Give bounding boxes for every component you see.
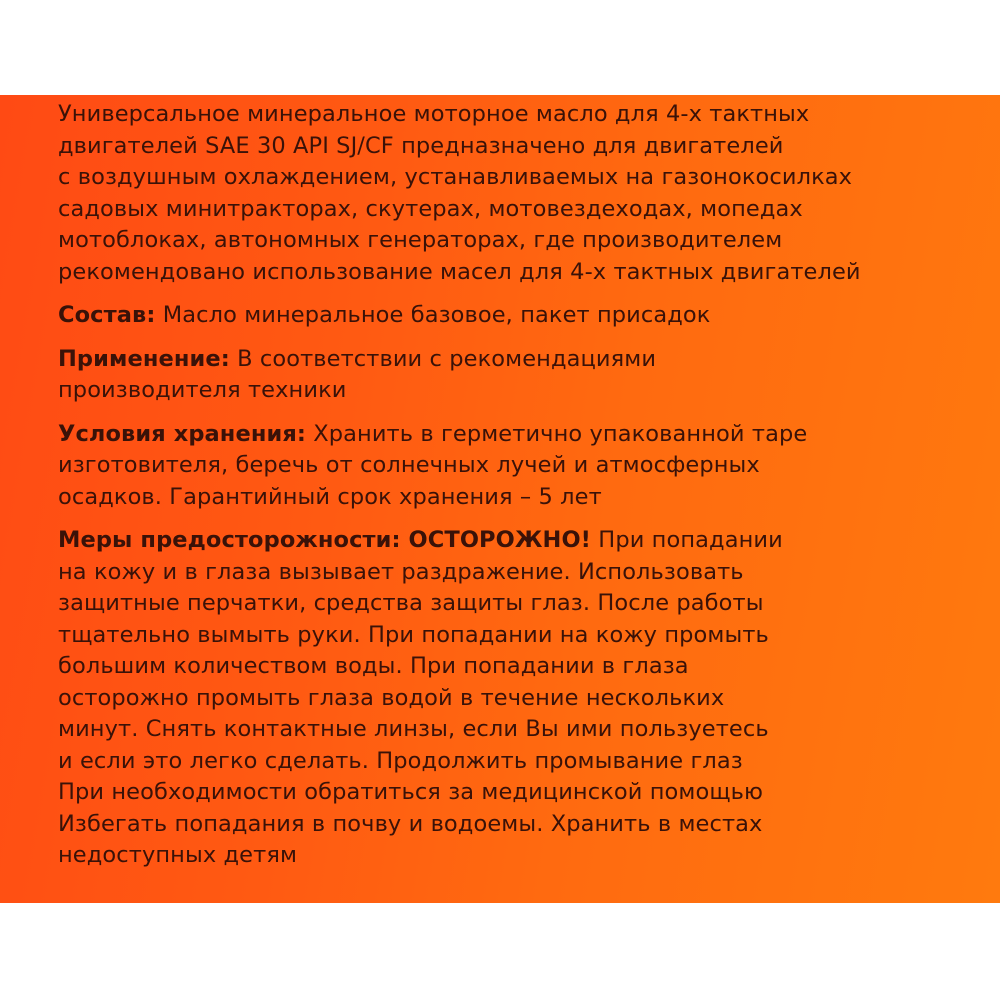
application-line: производителя техники [58, 377, 347, 403]
precautions-line: большим количеством воды. При попадании в глаза [58, 653, 689, 679]
intro-line: Универсальное минеральное моторное масло для 4-х тактных [58, 101, 810, 127]
precautions-heading: Меры предосторожности: ОСТОРОЖНО! [58, 527, 592, 553]
storage-line [58, 419, 988, 451]
precautions-line: защитные перчатки, средства защиты глаз. После работы [58, 590, 764, 616]
composition-text: Масло минеральное базовое, пакет присадок [155, 302, 711, 328]
intro-line: двигателей SAE 30 API SJ/CF предназначено для двигателей [58, 132, 784, 159]
intro-line: садовых минитракторах, скутерах, мотовездеходах, мопедах [58, 195, 803, 222]
precautions-paragraph [58, 525, 988, 872]
application-heading: Применение: [58, 345, 230, 372]
intro-line: с воздушным охлаждением, устанавливаемых на газонокосилках [58, 164, 853, 190]
composition-paragraph [58, 300, 988, 332]
storage-line: изготовителя, беречь от солнечных лучей и атмосферных [58, 452, 760, 478]
composition-heading: Состав: [58, 302, 156, 328]
storage-paragraph [58, 419, 988, 514]
label-text-block [58, 99, 988, 884]
composition-line [58, 300, 988, 332]
precautions-line: и если это легко сделать. Продолжить промывание глаз [58, 747, 743, 774]
precautions-line: минут. Снять контактные линзы, если Вы ими пользуетесь [58, 716, 769, 742]
intro-line: мотоблоках, автономных генераторах, где производителем [58, 227, 783, 253]
storage-heading: Условия хранения: [58, 420, 306, 447]
storage-line: осадков. Гарантийный срок хранения – 5 лет [58, 483, 602, 510]
precautions-line: на кожу и в глаза вызывает раздражение. Использовать [58, 558, 744, 585]
precautions-line: тщательно вымыть руки. При попадании на кожу промыть [58, 621, 769, 648]
application-text: В соответствии с рекомендациями [229, 345, 657, 372]
precautions-line: При необходимости обратиться за медицинской помощью [58, 779, 764, 805]
application-paragraph [58, 344, 988, 407]
application-line [58, 344, 988, 376]
intro-paragraph [58, 99, 988, 288]
storage-text: Хранить в герметично упакованной таре [305, 420, 808, 447]
precautions-text: При попадании [591, 527, 783, 553]
precautions-line: Избегать попадания в почву и водоемы. Хранить в местах [58, 810, 763, 837]
precautions-line: недоступных детям [58, 842, 298, 868]
precautions-line [58, 525, 988, 557]
product-label-panel [0, 95, 1000, 903]
intro-line: рекомендовано использование масел для 4-х тактных двигателей [58, 258, 861, 285]
precautions-line: осторожно промыть глаза водой в течение нескольких [58, 684, 725, 711]
